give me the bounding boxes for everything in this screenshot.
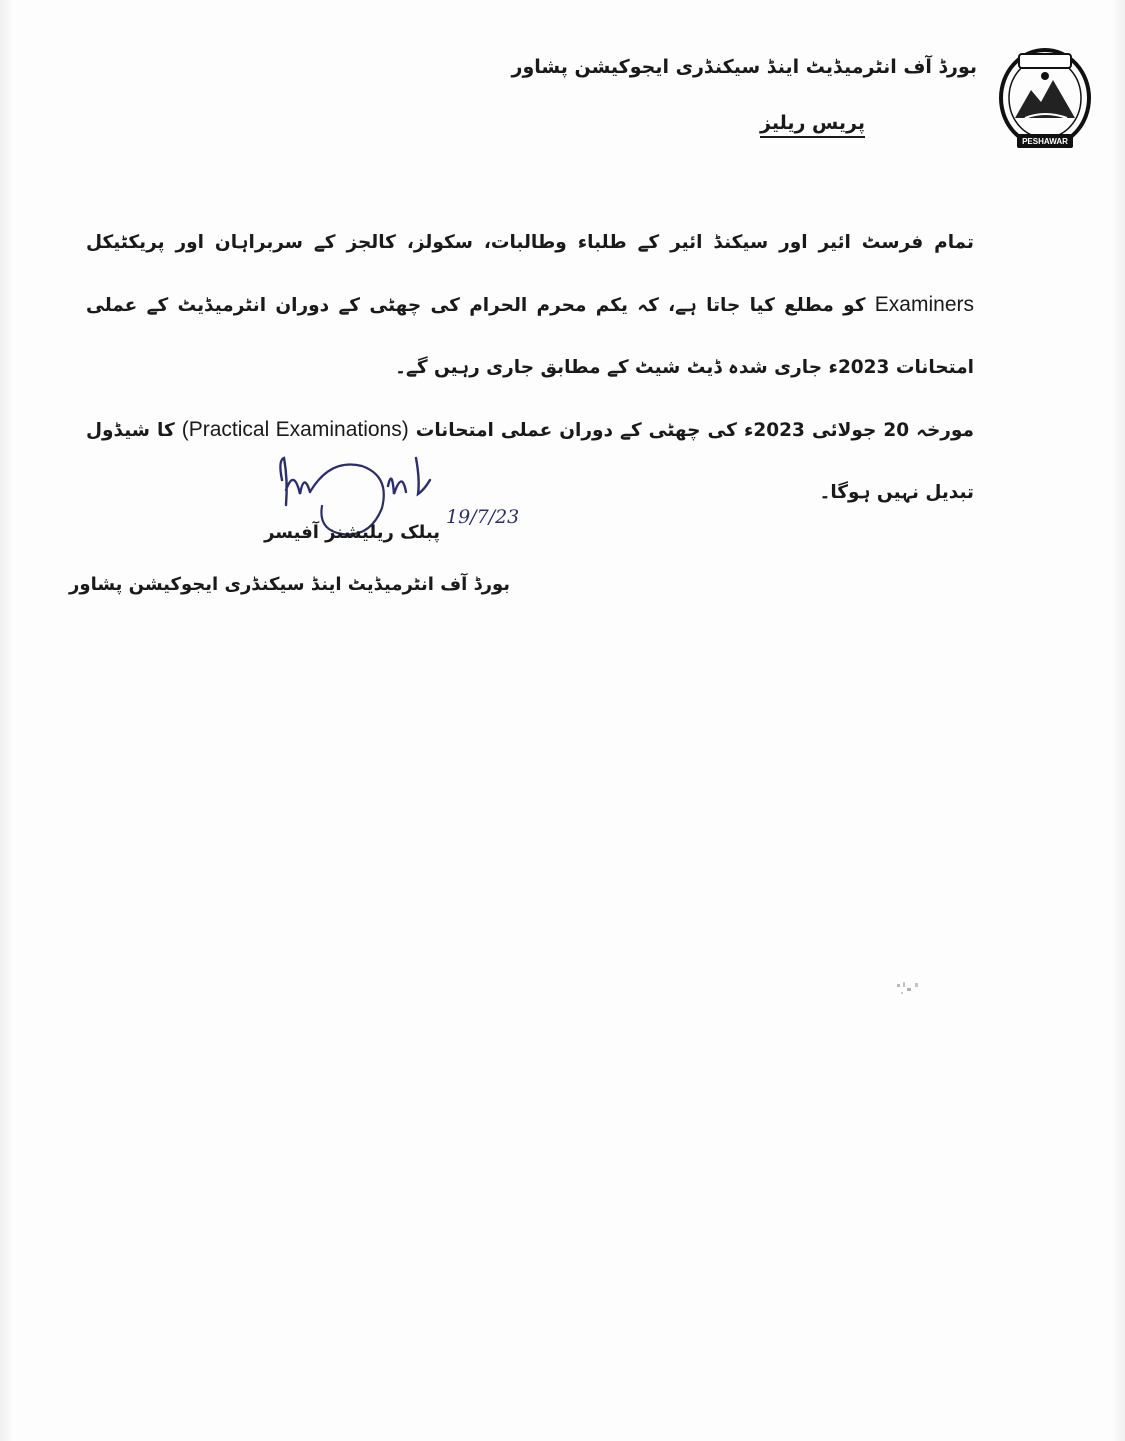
board-seal-logo <box>995 40 1095 152</box>
paragraph-1-text-b: کو مطلع کیا جاتا ہے، کہ یکم محرم الحرام کی چھٹی کے دوران انٹرمیڈیٹ کے عملی امتحانات 2023ء جاری شدہ ڈیٹ شیٹ کے مطابق جاری رہیں گے۔ <box>86 295 974 378</box>
paragraph-2-text-b: کا شیڈول تبدیل نہیں ہوگا۔ <box>86 420 974 503</box>
paragraph-1 <box>86 212 974 399</box>
paragraph-1-text-a: تمام فرسٹ ائیر اور سیکنڈ ائیر کے طلباء وطالبات، سکولز، کالجز کے سربراہان اور پریکٹیکل <box>86 232 974 253</box>
paragraph-2-text-a: مورخہ 20 جولائی 2023ء کی چھٹی کے دوران عملی امتحانات <box>415 420 974 441</box>
board-name: بورڈ آف انٹرمیڈیٹ اینڈ سیکنڈری ایجوکیشن پشاور <box>511 56 977 78</box>
scan-edge-right <box>1111 0 1125 1441</box>
practical-examinations-term: (Practical Examinations) <box>181 418 409 441</box>
signature-date: 19/7/23 <box>446 506 520 528</box>
examiners-term: Examiners <box>874 293 974 316</box>
letterhead <box>511 40 1095 160</box>
officer-organization: بورڈ آف انٹرمیڈیٹ اینڈ سیکنڈری ایجوکیشن پشاور <box>69 574 510 595</box>
press-release-title: پریس ریلیز <box>760 112 865 138</box>
logo-text: PESHAWAR <box>1022 137 1068 146</box>
scan-edge-left <box>0 0 14 1441</box>
signature-block <box>69 450 550 620</box>
officer-title: پبلک ریلیشنز آفیسر <box>264 522 440 543</box>
scan-speck <box>893 978 925 1000</box>
